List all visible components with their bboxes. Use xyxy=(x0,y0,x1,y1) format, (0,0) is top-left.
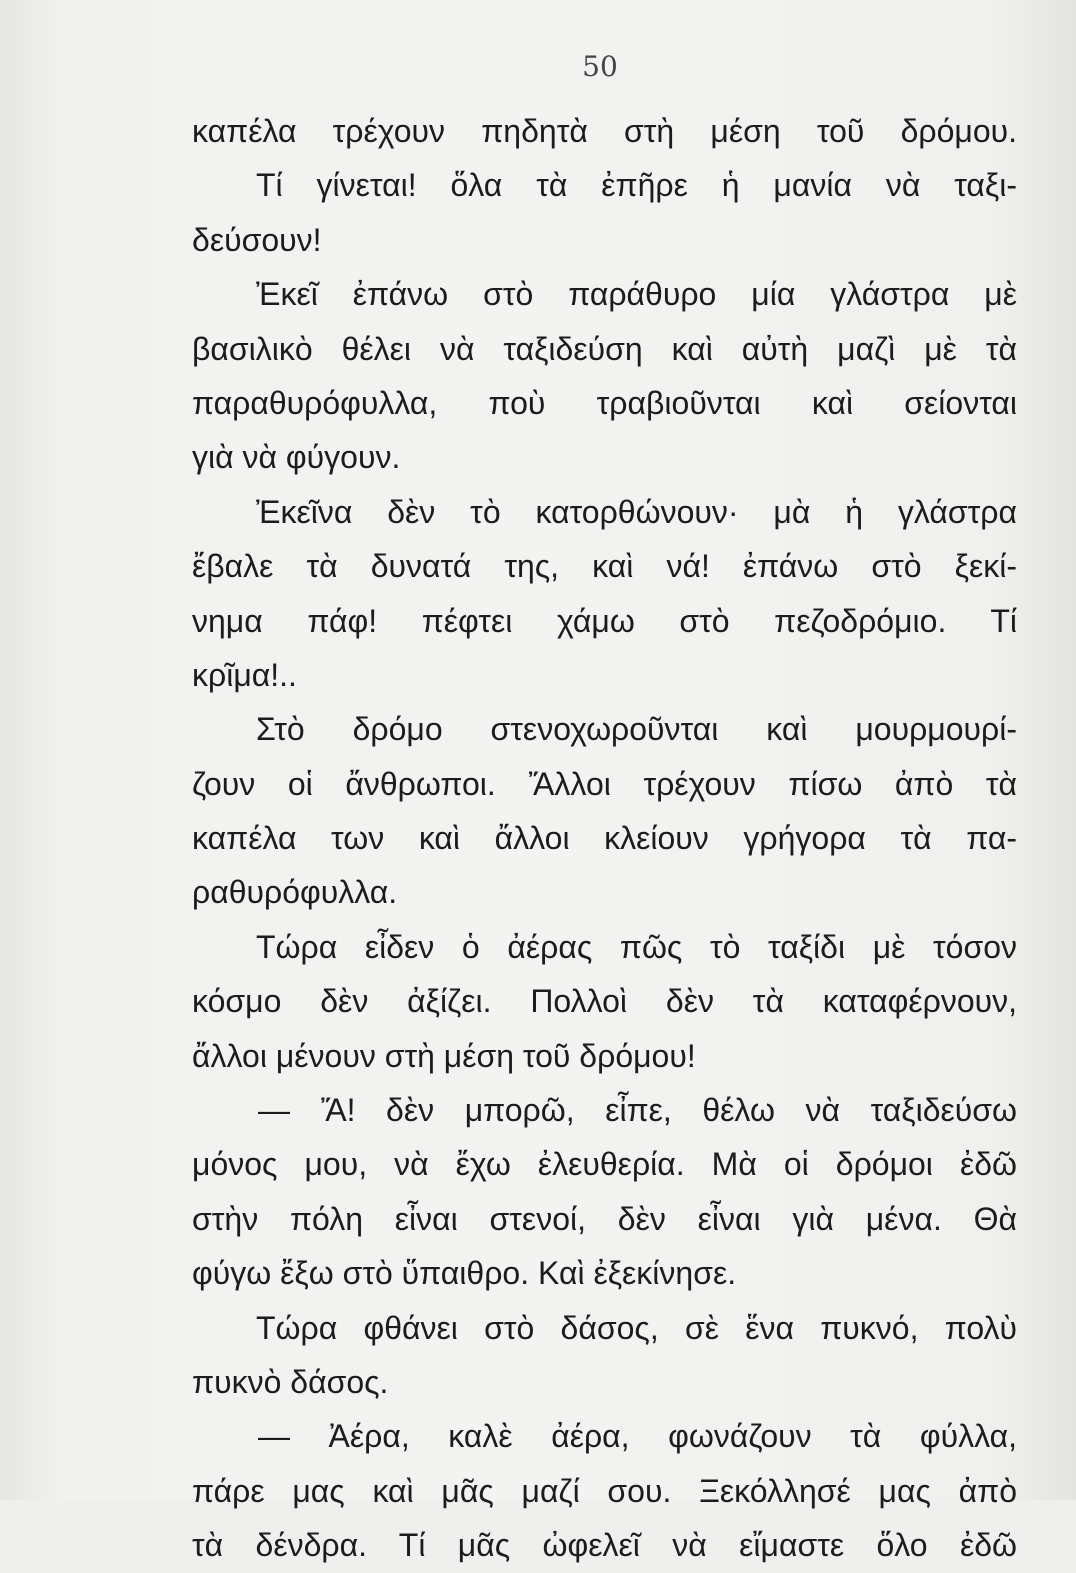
text-line: βασιλικὸ θέλει νὰ ταξιδεύση καὶ αὐτὴ μαζὶ μὲ τὰ xyxy=(192,330,1017,367)
text-line: γιὰ νὰ φύγουν. xyxy=(192,439,401,476)
text-line: ἔβαλε τὰ δυνατά της, καὶ νά! ἐπάνω στὸ ξεκί- xyxy=(192,548,1017,585)
text-line: — Ἄ! δὲν μπορῶ, εἶπε, θέλω νὰ ταξιδεύσω xyxy=(258,1092,1017,1129)
text-line: παραθυρόφυλλα, ποὺ τραβιοῦνται καὶ σείονται xyxy=(192,384,1017,421)
text-line: Τώρα εἶδεν ὁ ἀέρας πῶς τὸ ταξίδι μὲ τόσον xyxy=(256,928,1017,965)
text-line: Τώρα φθάνει στὸ δάσος, σὲ ἕνα πυκνό, πολὺ xyxy=(256,1309,1017,1346)
text-line: νημα πάφ! πέφτει χάμω στὸ πεζοδρόμιο. Τί xyxy=(192,602,1017,639)
body-text xyxy=(192,104,1017,1573)
text-line: στὴν πόλη εἶναι στενοί, δὲν εἶναι γιὰ μένα. Θὰ xyxy=(192,1200,1017,1237)
text-line: τὰ δένδρα. Τί μᾶς ὠφελεῖ νὰ εἴμαστε ὅλο ἐδῶ xyxy=(192,1527,1017,1564)
text-line: ραθυρόφυλλα. xyxy=(192,874,398,911)
text-line: φύγω ἔξω στὸ ὕπαιθρο. Καὶ ἐξεκίνησε. xyxy=(192,1255,737,1292)
text-line: κρῖμα!.. xyxy=(192,656,297,693)
text-line: Ἐκεῖ ἐπάνω στὸ παράθυρο μία γλάστρα μὲ xyxy=(256,276,1017,313)
text-line: καπέλα των καὶ ἄλλοι κλείουν γρήγορα τὰ πα- xyxy=(192,820,1017,857)
text-line: καπέλα τρέχουν πηδητὰ στὴ μέση τοῦ δρόμου. xyxy=(192,113,1017,149)
text-line: Στὸ δρόμο στενοχωροῦνται καὶ μουρμουρί- xyxy=(256,711,1017,748)
text-line: — Ἀέρα, καλὲ ἀέρα, φωνάζουν τὰ φύλλα, xyxy=(258,1418,1017,1455)
text-line: δεύσουν! xyxy=(192,221,322,258)
text-line: Ἐκεῖνα δὲν τὸ κατορθώνουν· μὰ ἡ γλάστρα xyxy=(256,493,1017,530)
text-line: ζουν οἱ ἄνθρωποι. Ἄλλοι τρέχουν πίσω ἀπὸ τὰ xyxy=(192,765,1017,802)
text-line: μόνος μου, νὰ ἔχω ἐλευθερία. Μὰ οἱ δρόμοι ἐδῶ xyxy=(192,1146,1017,1183)
text-line: πυκνὸ δάσος. xyxy=(192,1363,389,1400)
page-number: 50 xyxy=(582,50,618,83)
text-line: κόσμο δὲν ἀξίζει. Πολλοὶ δὲν τὰ καταφέρνουν, xyxy=(192,983,1017,1020)
text-line: Τί γίνεται! ὅλα τὰ ἐπῆρε ἡ μανία νὰ ταξι- xyxy=(256,167,1017,204)
text-line: ἄλλοι μένουν στὴ μέση τοῦ δρόμου! xyxy=(192,1037,696,1074)
text-line: πάρε μας καὶ μᾶς μαζί σου. Ξεκόλλησέ μας ἀπὸ xyxy=(192,1472,1017,1509)
